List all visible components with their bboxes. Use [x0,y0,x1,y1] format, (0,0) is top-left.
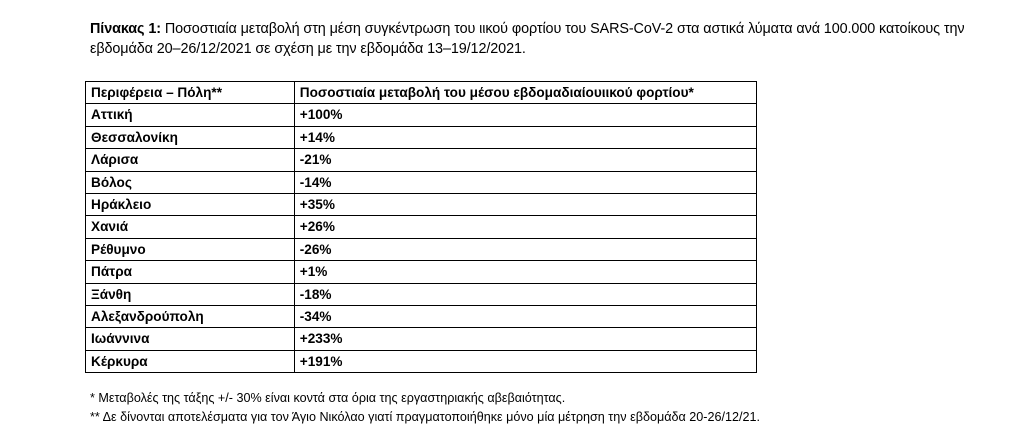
city-cell: Ιωάννινα [86,328,295,350]
change-cell: +1% [294,261,756,283]
city-cell: Βόλος [86,171,295,193]
table-row [86,238,757,260]
change-cell: -34% [294,305,756,327]
change-cell: +233% [294,328,756,350]
change-cell: -21% [294,149,756,171]
table-row [86,149,757,171]
caption-label: Πίνακας 1: [90,21,161,37]
change-cell: +14% [294,126,756,148]
header-percent-change: Ποσοστιαία μεταβολή του μέσου εβδομαδιαίουιικού φορτίου* [294,82,756,104]
table-row [86,171,757,193]
table-footnotes [90,389,760,427]
table-caption [90,19,1005,59]
table-row [86,328,757,350]
table-row [86,305,757,327]
wastewater-viral-load-table [85,81,757,373]
city-cell: Χανιά [86,216,295,238]
table-row [86,104,757,126]
change-cell: +35% [294,193,756,215]
change-cell: +26% [294,216,756,238]
city-cell: Ξάνθη [86,283,295,305]
table-row [86,283,757,305]
change-cell: -26% [294,238,756,260]
header-region-city: Περιφέρεια – Πόλη** [86,82,295,104]
change-cell: +100% [294,104,756,126]
table-row [86,126,757,148]
table-row [86,350,757,372]
city-cell: Πάτρα [86,261,295,283]
caption-text: Ποσοστιαία μεταβολή στη μέση συγκέντρωση του ιικού φορτίου του SARS-CoV-2 στα αστικά λύματα ανά 100.000 κατοίκους την εβδομάδα 20–26/12/2021 σε σχέση με την εβδομάδα 13–19/12/2021. [90,21,965,57]
table-row [86,216,757,238]
city-cell: Αλεξανδρούπολη [86,305,295,327]
change-cell: +191% [294,350,756,372]
change-cell: -18% [294,283,756,305]
footnote-agios-nikolaos: ** Δε δίνονται αποτελέσματα για τον Άγιο Νικόλαο γιατί πραγματοποιήθηκε μόνο μία μέτρηση την εβδομάδα 20-26/12/21. [90,410,761,424]
city-cell: Κέρκυρα [86,350,295,372]
city-cell: Αττική [86,104,295,126]
city-cell: Θεσσαλονίκη [86,126,295,148]
city-cell: Ηράκλειο [86,193,295,215]
city-cell: Ρέθυμνο [86,238,295,260]
footnote-uncertainty: * Μεταβολές της τάξης +/- 30% είναι κοντά στα όρια της εργαστηριακής αβεβαιότητας. [90,391,566,405]
change-cell: -14% [294,171,756,193]
table-row [86,261,757,283]
city-cell: Λάρισα [86,149,295,171]
table-header-row [86,82,757,104]
table-row [86,193,757,215]
